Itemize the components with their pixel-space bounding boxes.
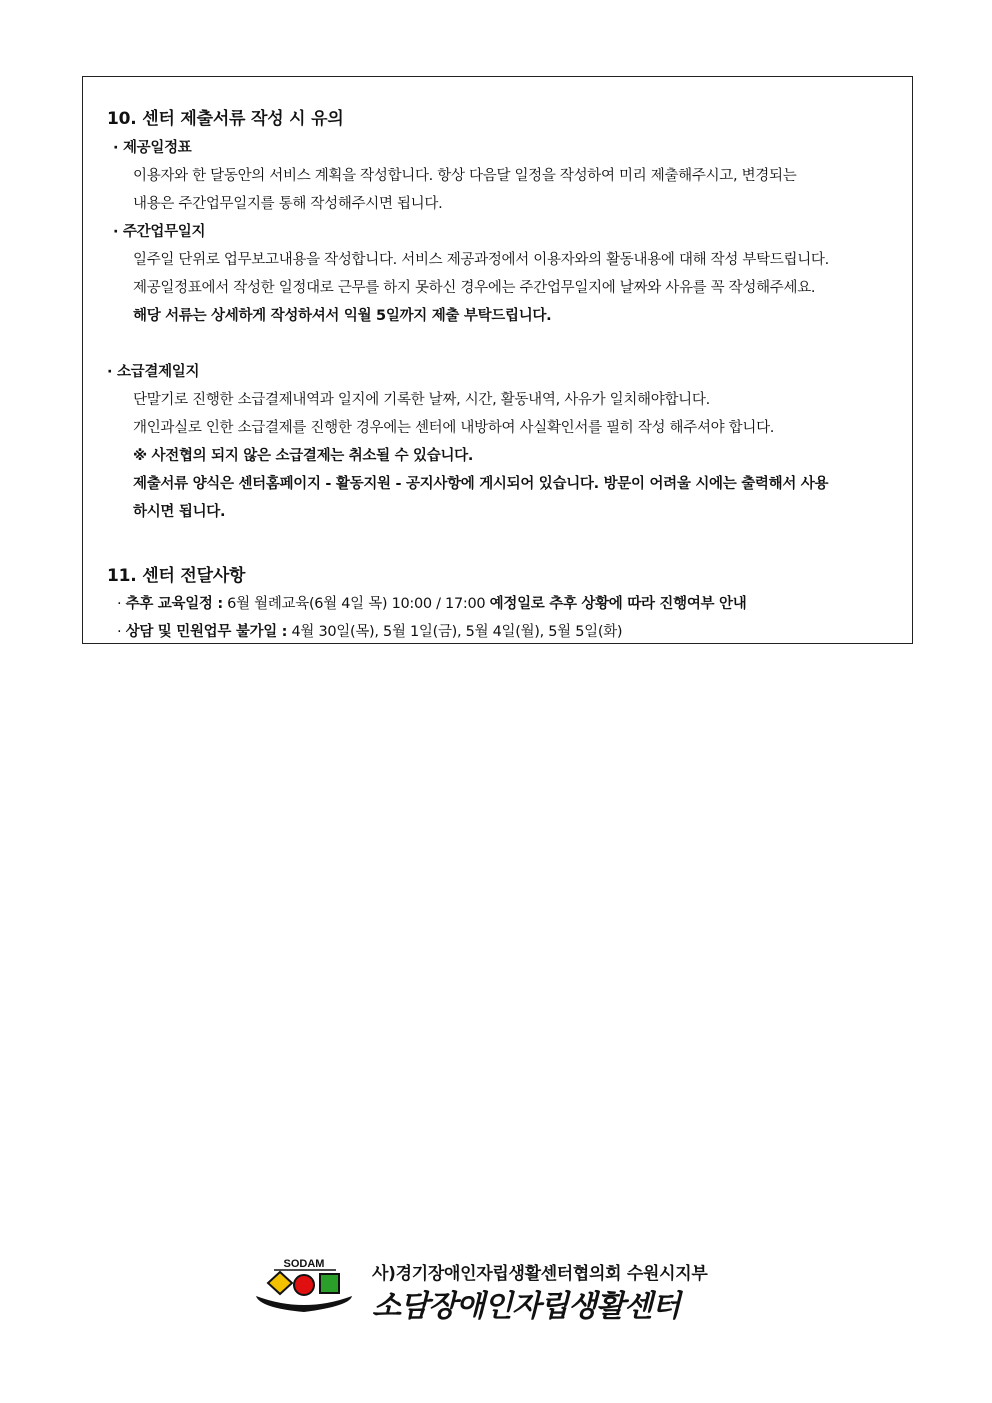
bullet: ·	[117, 624, 122, 640]
notice-label: 상담 및 민원업무 불가일 :	[125, 624, 288, 640]
notice-box	[82, 76, 913, 644]
item-bold-text: ※ 사전협의 되지 않은 소급결제는 취소될 수 있습니다.	[133, 448, 474, 464]
item-label-retro-payment: · 소급결제일지	[107, 364, 200, 380]
bowl-icon	[256, 1296, 352, 1312]
item-text: 제공일정표에서 작성한 일정대로 근무를 하지 못하신 경우에는 주간업무일지에 날짜와 사유를 꼭 작성해주세요.	[133, 280, 816, 296]
item-text: 일주일 단위로 업무보고내용을 작성합니다. 서비스 제공과정에서 이용자와의 활동내용에 대해 작성 부탁드립니다.	[133, 252, 829, 268]
circle-icon	[294, 1275, 314, 1295]
section-10-title: 10. 센터 제출서류 작성 시 유의	[107, 109, 344, 129]
item-label-weekly-log: · 주간업무일지	[113, 224, 206, 240]
item-bold-text: 제출서류 양식은 센터홈페이지 - 활동지원 - 공지사항에 게시되어 있습니다. 방문이 어려울 시에는 출력해서 사용	[133, 476, 829, 492]
diamond-icon	[268, 1272, 292, 1294]
item-bold-text: 하시면 됩니다.	[133, 504, 226, 520]
square-icon	[320, 1274, 339, 1293]
logo-text: SODAM	[283, 1258, 325, 1270]
sodam-logo	[252, 1256, 357, 1318]
notice-value: 4월 30일(목), 5월 1일(금), 5월 4일(월), 5월 5일(화)	[287, 624, 623, 640]
notice-closed-days	[117, 620, 622, 641]
bullet: ·	[117, 596, 122, 612]
notice-label: 추후 교육일정 :	[125, 596, 223, 612]
item-text: 개인과실로 인한 소급결제를 진행한 경우에는 센터에 내방하여 사실확인서를 필히 작성 해주셔야 합니다.	[133, 420, 775, 436]
item-text: 내용은 주간업무일지를 통해 작성해주시면 됩니다.	[133, 196, 443, 212]
notice-value: 6월 월례교육(6월 4일 목) 10:00 / 17:00	[222, 596, 490, 612]
item-text: 단말기로 진행한 소급결제내역과 일지에 기록한 날짜, 시간, 활동내역, 사유가 일치해야합니다.	[133, 392, 710, 408]
notice-education-schedule	[117, 592, 746, 613]
item-bold-text: 해당 서류는 상세하게 작성하셔서 익월 5일까지 제출 부탁드립니다.	[133, 308, 552, 324]
item-text: 이용자와 한 달동안의 서비스 계획을 작성합니다. 항상 다음달 일정을 작성하여 미리 제출해주시고, 변경되는	[133, 168, 797, 184]
notice-suffix: 예정일로 추후 상황에 따라 진행여부 안내	[489, 596, 747, 612]
item-label-schedule: · 제공일정표	[113, 140, 192, 156]
org-affiliation: 사)경기장애인자립생활센터협의회 수원시지부	[372, 1264, 708, 1284]
section-11-title: 11. 센터 전달사항	[107, 566, 246, 586]
org-name: 소담장애인자립생활센터	[372, 1289, 680, 1324]
